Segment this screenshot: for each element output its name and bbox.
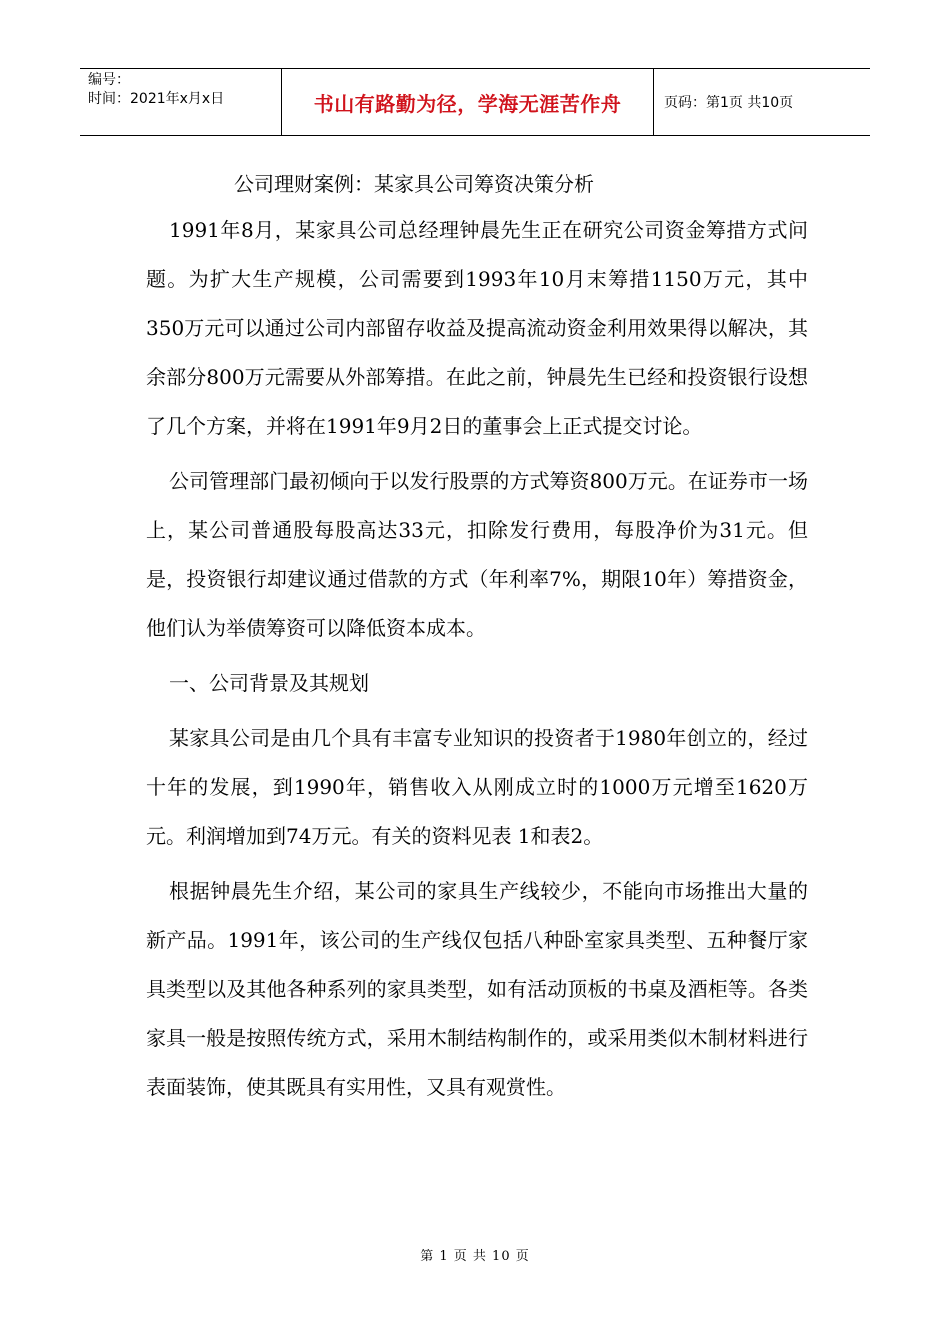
paragraph: 公司管理部门最初倾向于以发行股票的方式筹资800万元。在证券市一场上，某公司普通股每股高达33元，扣除发行费用，每股净价为31元。但是，投资银行却建议通过借款的方式（年利率7%，期限10年）筹措资金，他们认为举债筹资可以降低资本成本。 [146,469,808,640]
section-heading: 一、公司背景及其规划 [169,671,369,695]
header-meta-cell [80,69,282,135]
document-title: 公司理财案例：某家具公司筹资决策分析 [234,172,594,196]
document-body [146,164,808,1118]
page-footer: 第 1 页 共 10 页 [420,1249,530,1264]
number-label: 编号： [88,72,130,88]
header-page-cell [654,69,870,135]
time-label: 时间：2021年x月x日 [88,91,225,107]
paragraph: 1991年8月，某家具公司总经理钟晨先生正在研究公司资金筹措方式问题。为扩大生产规模，公司需要到1993年10月末筹措1150万元，其中350万元可以通过公司内部留存收益及提高流动资金利用效果得以解决，其余部分800万元需要从外部筹措。在此之前，钟晨先生已经和投资银行设想了几个方案，并将在1991年9月2日的董事会上正式提交讨论。 [146,218,808,438]
page-code: 页码：第1页 共10页 [664,95,794,111]
motto-text: 书山有路勤为径，学海无涯苦作舟 [313,91,622,116]
header-motto-cell [282,69,654,135]
header-table [80,68,870,136]
paragraph: 根据钟晨先生介绍，某公司的家具生产线较少，不能向市场推出大量的新产品。1991年，该公司的生产线仅包括八种卧室家具类型、五种餐厅家具类型以及其他各种系列的家具类型，如有活动顶板的书桌及酒柜等。各类家具一般是按照传统方式，采用木制结构制作的，或采用类似木制材料进行表面装饰，使其既具有实用性，又具有观赏性。 [146,879,808,1099]
paragraph: 某家具公司是由几个具有丰富专业知识的投资者于1980年创立的，经过十年的发展，到1990年，销售收入从刚成立时的1000万元增至1620万元。利润增加到74万元。有关的资料见表 1和表2。 [146,726,808,848]
